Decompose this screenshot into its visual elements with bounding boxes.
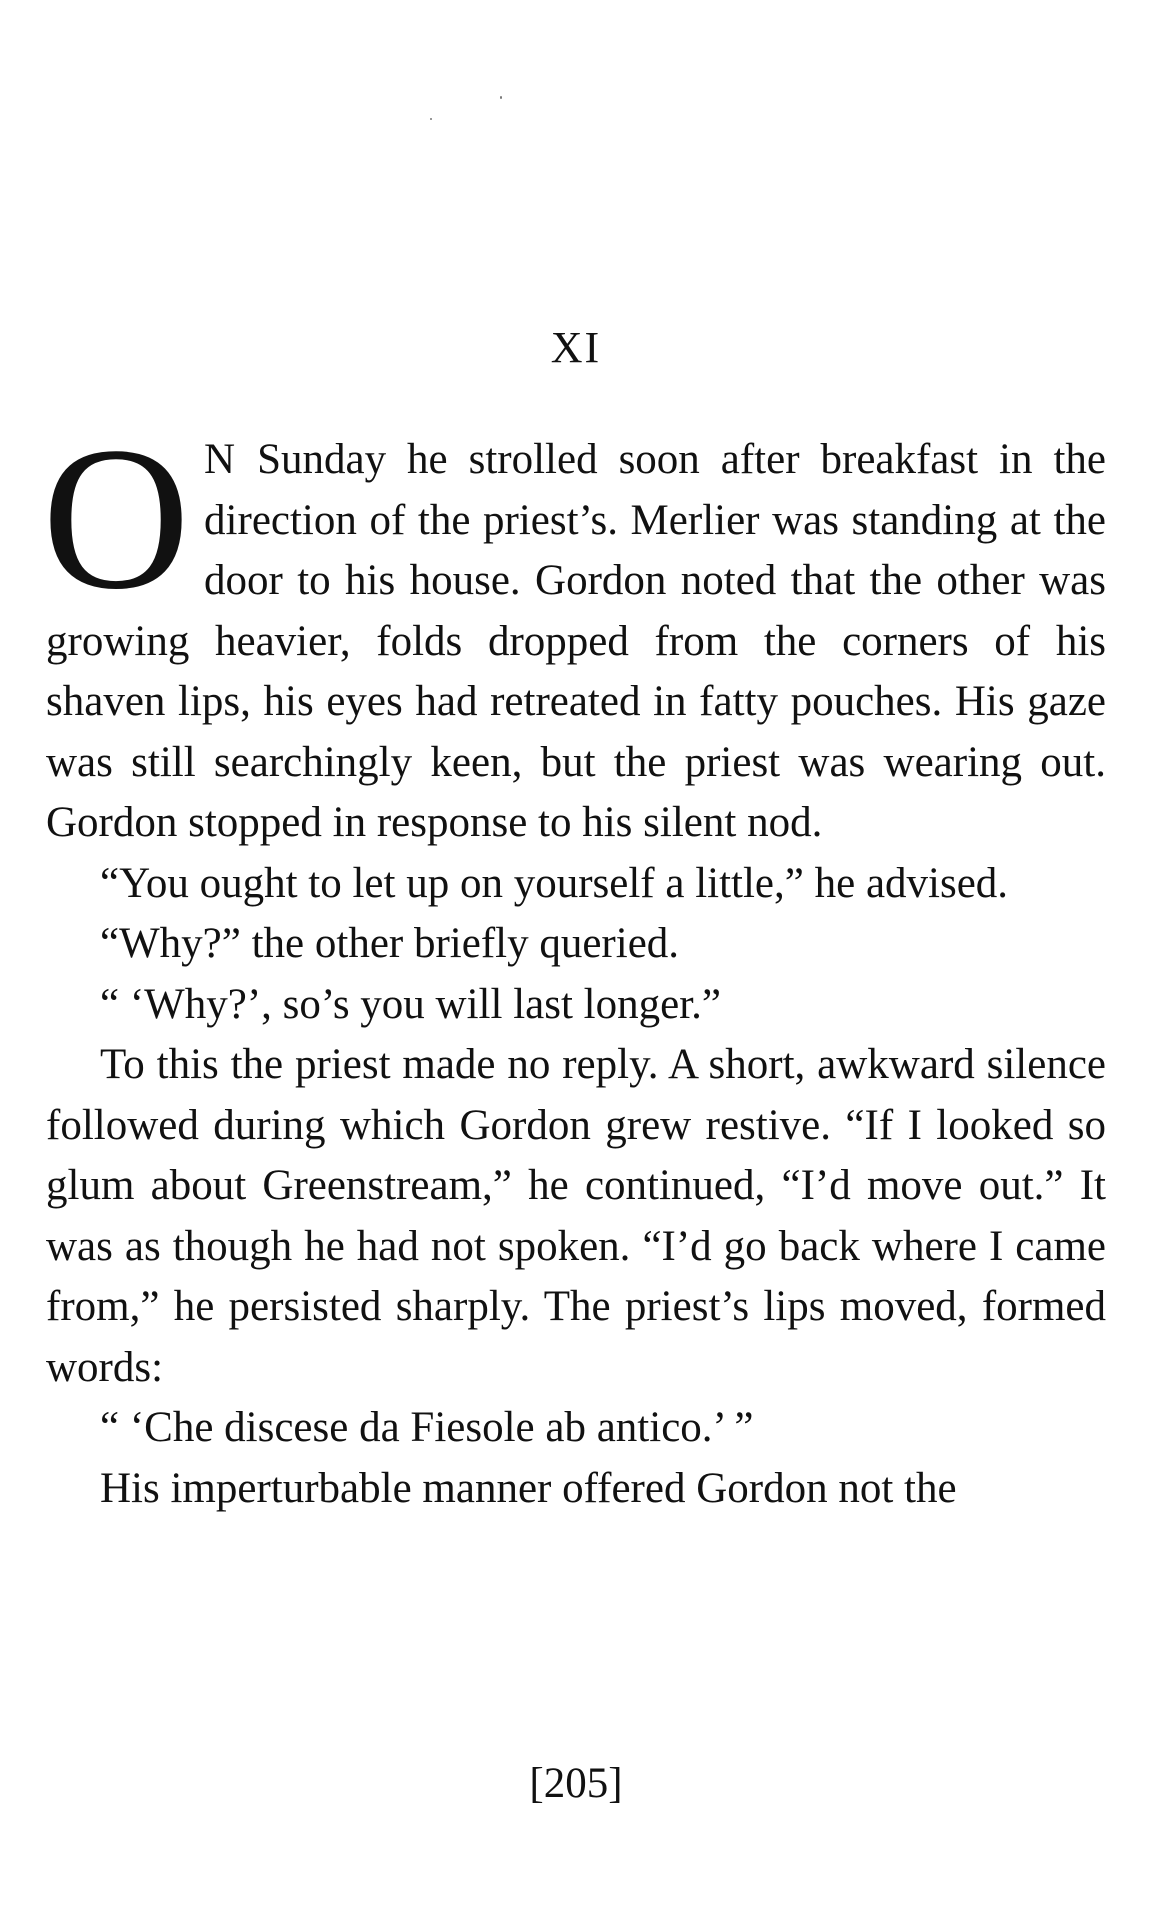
paragraph-7: His imperturbable manner offered Gordon not the [100, 1464, 957, 1512]
paragraph-text: Sunday he strolled soon after breakfast in the direction of the priest’s. Merlier was standing at the door to his house. Gordon noted that the other was growing heavier, folds dropped from the corners of his shaven lips, his eyes had retreated in fatty pouches. His gaze was still searchingly keen, but the priest was wearing out. Gordon stopped in response to his silent nod. [46, 436, 1106, 846]
paragraph-1 [42, 405, 1106, 854]
paragraph-6: “ ‘Che discese da Fiesole ab antico.’ ” [100, 1404, 754, 1451]
body-text [42, 405, 1106, 1519]
paragraph-3: “Why?” the other briefly queried. [100, 920, 680, 967]
page-number: [205] [529, 1760, 623, 1807]
lead-letter: N [204, 436, 237, 483]
paragraph-4: “ ‘Why?’, so’s you will last longer.” [100, 980, 721, 1028]
chapter-heading: XI [550, 323, 602, 372]
ink-speck [500, 96, 502, 99]
drop-cap: O [42, 405, 191, 632]
book-page [42, 0, 1106, 1918]
paragraph-5: To this the priest made no reply. A short, awkward silence followed during which Gordon grew restive. “If I looked so glum about Greenstream,” he continued, “I’d move out.” It was as though he had not spoken. “I’d go back where I came from,” he persisted sharply. The priest’s lips moved, formed words: [46, 1041, 1106, 1391]
ink-speck [430, 118, 432, 120]
paragraph-2: “You ought to let up on yourself a little,” he advised. [100, 859, 1009, 907]
